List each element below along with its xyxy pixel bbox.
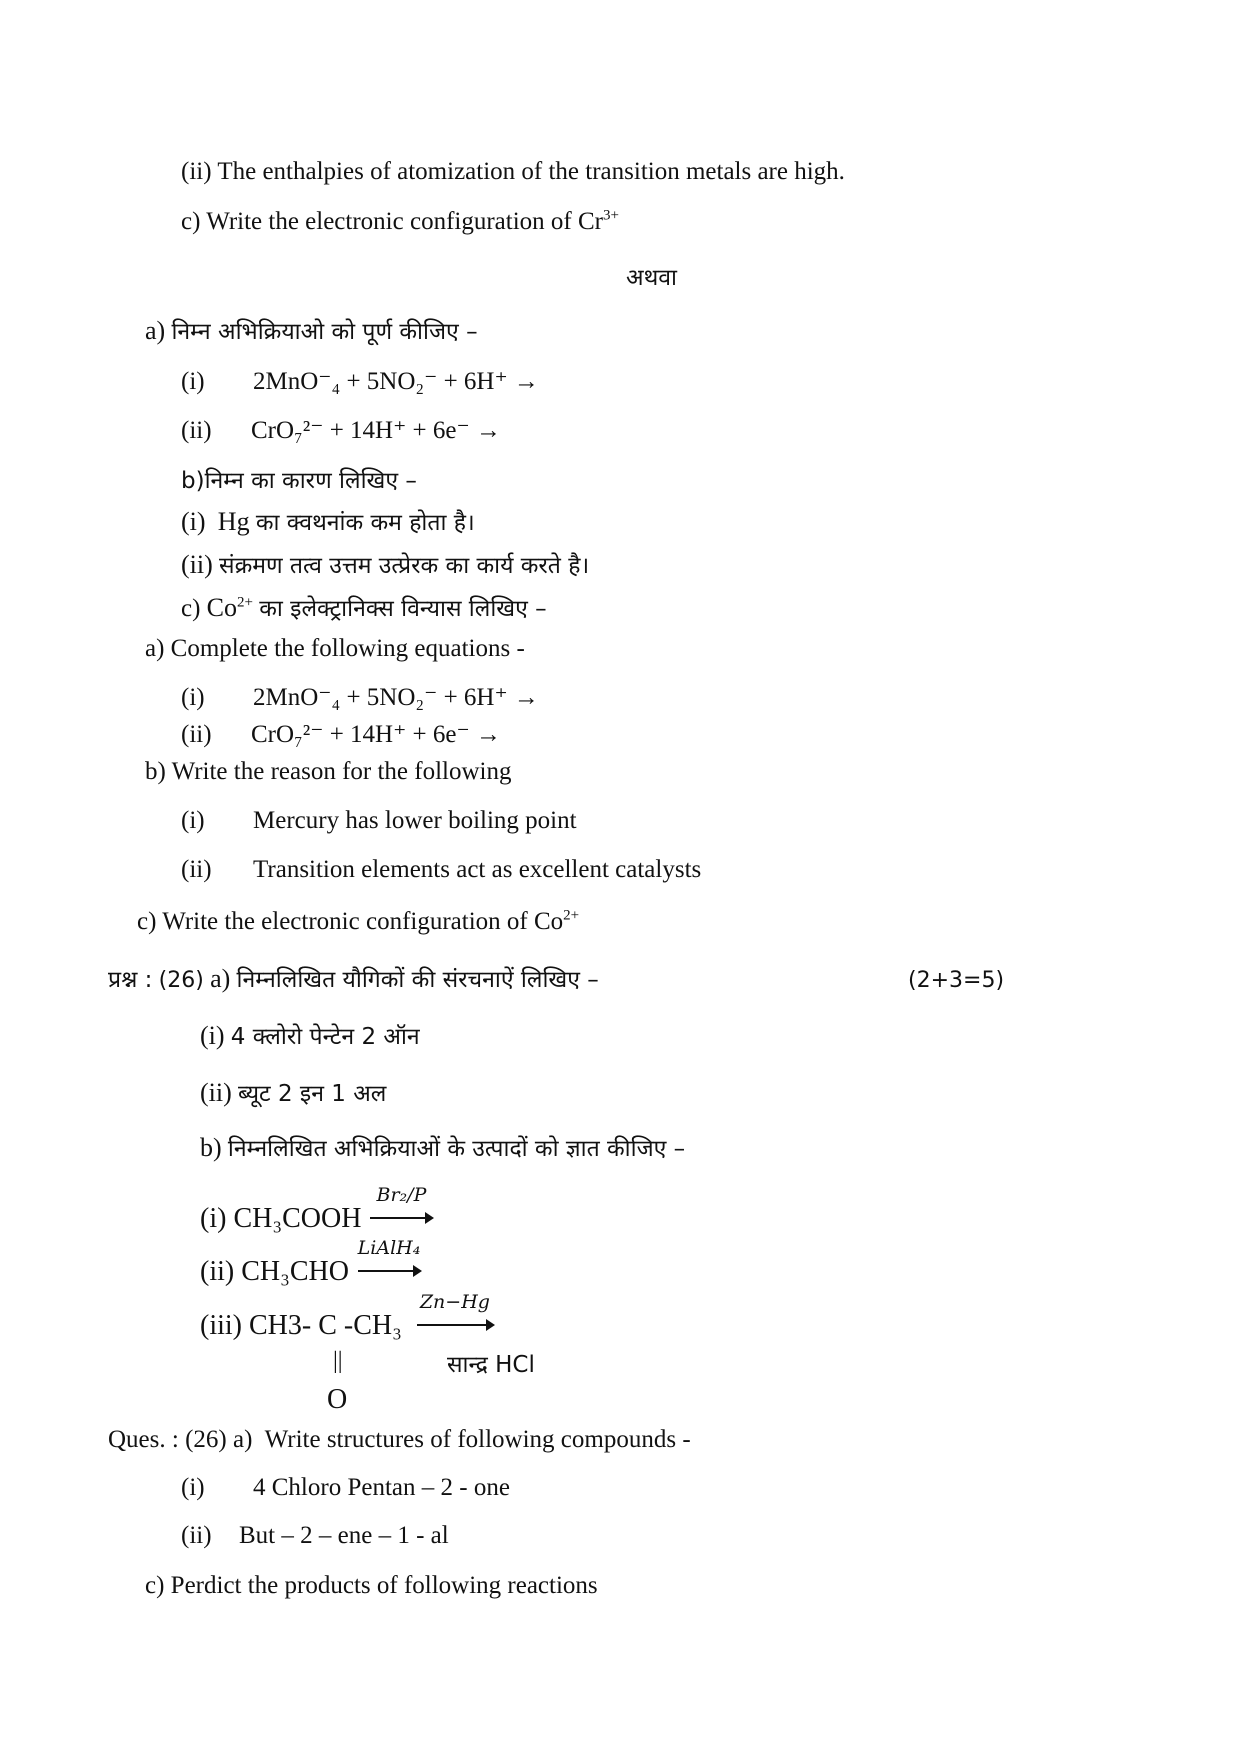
equation-1-hindi bbox=[181, 367, 539, 397]
english-question-c bbox=[137, 907, 579, 937]
r3-compound: CH3- C -CH₃ bbox=[249, 1310, 402, 1341]
english-question-b: b) Write the reason for the following bbox=[145, 758, 512, 785]
hindi-c-charge: 2+ bbox=[237, 594, 253, 611]
text-line-cr-config bbox=[181, 207, 619, 237]
hindi-b-item-2 bbox=[181, 550, 589, 581]
eq2-number: (ii) bbox=[181, 417, 212, 444]
reaction-2 bbox=[200, 1237, 422, 1288]
q26-b bbox=[200, 1133, 685, 1164]
hindi-b1-text: का क्वथनांक कम होता है। bbox=[255, 510, 475, 536]
q26-item-ii bbox=[200, 1078, 386, 1109]
r1-compound: CH₃COOH bbox=[233, 1203, 362, 1234]
r3-oxygen: O bbox=[327, 1384, 348, 1415]
q26-ii-number: (ii) bbox=[200, 1078, 232, 1107]
english-question-a: a) Complete the following equations - bbox=[145, 635, 525, 662]
q26-i-text: 4 क्लोरो पेन्टेन 2 ऑन bbox=[230, 1024, 420, 1050]
eb2-number: (ii) bbox=[181, 856, 212, 883]
text-line-enthalpies: (ii) The enthalpies of atomization of the transition metals are high. bbox=[181, 158, 845, 185]
r3-condition-below bbox=[447, 1350, 535, 1380]
q26-label: प्रश्न : bbox=[108, 967, 153, 993]
hindi-question-b: b)निम्न का कारण लिखिए – bbox=[181, 468, 417, 494]
eb1-text: Mercury has lower boiling point bbox=[253, 807, 577, 834]
ques-item-i bbox=[181, 1473, 510, 1503]
qe-i-text: 4 Chloro Pentan – 2 - one bbox=[253, 1474, 510, 1501]
q26-ii-text: ब्यूट 2 इन 1 अल bbox=[238, 1081, 387, 1107]
ques-c: c) Perdict the products of following reactions bbox=[145, 1572, 598, 1599]
eq2-text: CrO₇²⁻ + 14H⁺ + 6e⁻ → bbox=[251, 417, 501, 444]
hindi-question-c bbox=[181, 593, 547, 624]
r1-reagent: Br₂/P bbox=[376, 1184, 427, 1206]
hindi-b1-hg: Hg bbox=[217, 507, 250, 536]
english-b-item-2 bbox=[181, 855, 701, 885]
q26-b-label: b) bbox=[200, 1133, 222, 1162]
eq1-number: (i) bbox=[181, 368, 205, 395]
r3-reagent: Zn−Hg bbox=[419, 1291, 490, 1313]
q26-number: (26) bbox=[158, 968, 204, 993]
ec-text: c) Write the electronic configuration of Co bbox=[137, 908, 564, 935]
q26-item-i bbox=[200, 1021, 420, 1052]
eq3-number: (i) bbox=[181, 684, 205, 711]
r1-number: (i) bbox=[200, 1203, 227, 1234]
r2-reagent: LiAlH₄ bbox=[357, 1237, 421, 1259]
hindi-b2-number: (ii) bbox=[181, 550, 213, 579]
r3-arrow bbox=[415, 1291, 495, 1342]
hindi-c-text: का इलेक्ट्रानिक्स विन्यास लिखिए – bbox=[259, 596, 547, 622]
eb1-number: (i) bbox=[181, 807, 205, 834]
q26-text: निम्नलिखित यौगिकों की संरचनाऐं लिखिए – bbox=[236, 967, 599, 993]
reaction-3 bbox=[200, 1291, 495, 1342]
equation-2-english bbox=[181, 720, 501, 750]
ques-label: Ques. : (26) a) bbox=[108, 1426, 253, 1453]
q26-a-label: a) bbox=[210, 964, 231, 993]
q26-marks: (2+3=5) bbox=[908, 968, 1005, 993]
hindi-a-label: a) bbox=[145, 316, 166, 345]
hindi-c-label: c) bbox=[181, 595, 201, 622]
r2-compound: CH₃CHO bbox=[241, 1256, 349, 1287]
ques-item-ii bbox=[181, 1521, 449, 1551]
r3-double-bond: || bbox=[333, 1348, 343, 1374]
r3-number: (iii) bbox=[200, 1310, 242, 1341]
hindi-b-item-1 bbox=[181, 507, 475, 538]
q26-i-number: (i) bbox=[200, 1021, 225, 1050]
hindi-question-a bbox=[145, 316, 478, 347]
qe-ii-number: (ii) bbox=[181, 1522, 212, 1549]
r2-number: (ii) bbox=[200, 1256, 235, 1287]
eq1-text: 2MnO⁻₄ + 5NO₂⁻ + 6H⁺ → bbox=[253, 368, 539, 395]
cr-charge: 3+ bbox=[602, 207, 619, 224]
hindi-b2-text: संक्रमण तत्व उत्तम उत्प्रेरक का कार्य करते है। bbox=[219, 553, 590, 579]
r2-arrow bbox=[356, 1237, 422, 1288]
qe-ii-text: But – 2 – ene – 1 - al bbox=[239, 1522, 449, 1549]
ques-text: Write structures of following compounds - bbox=[264, 1426, 691, 1453]
reaction-1 bbox=[200, 1184, 434, 1235]
hindi-a-text: निम्न अभिक्रियाओ को पूर्ण कीजिए – bbox=[171, 319, 478, 345]
eq4-number: (ii) bbox=[181, 721, 212, 748]
athva-heading: अथवा bbox=[626, 265, 678, 291]
eq4-text: CrO₇²⁻ + 14H⁺ + 6e⁻ → bbox=[251, 721, 501, 748]
eb2-text: Transition elements act as excellent catalysts bbox=[253, 856, 702, 883]
english-b-item-1 bbox=[181, 806, 577, 836]
hindi-b1-number: (i) bbox=[181, 507, 206, 536]
equation-1-english bbox=[181, 683, 539, 713]
r1-arrow bbox=[368, 1184, 434, 1235]
qe-i-number: (i) bbox=[181, 1474, 205, 1501]
ec-charge: 2+ bbox=[563, 907, 580, 924]
hindi-c-co: Co bbox=[206, 593, 238, 622]
cr-config-text: c) Write the electronic configuration of Cr bbox=[181, 208, 603, 235]
ques-26-english bbox=[108, 1425, 691, 1455]
eq3-text: 2MnO⁻₄ + 5NO₂⁻ + 6H⁺ → bbox=[253, 684, 539, 711]
question-26-hindi bbox=[108, 964, 599, 996]
q26-b-text: निम्नलिखित अभिक्रियाओं के उत्पादों को ज्ञात कीजिए – bbox=[227, 1136, 686, 1162]
equation-2-hindi bbox=[181, 416, 501, 446]
r3-below-text: सान्द्र HCl bbox=[447, 1352, 535, 1378]
